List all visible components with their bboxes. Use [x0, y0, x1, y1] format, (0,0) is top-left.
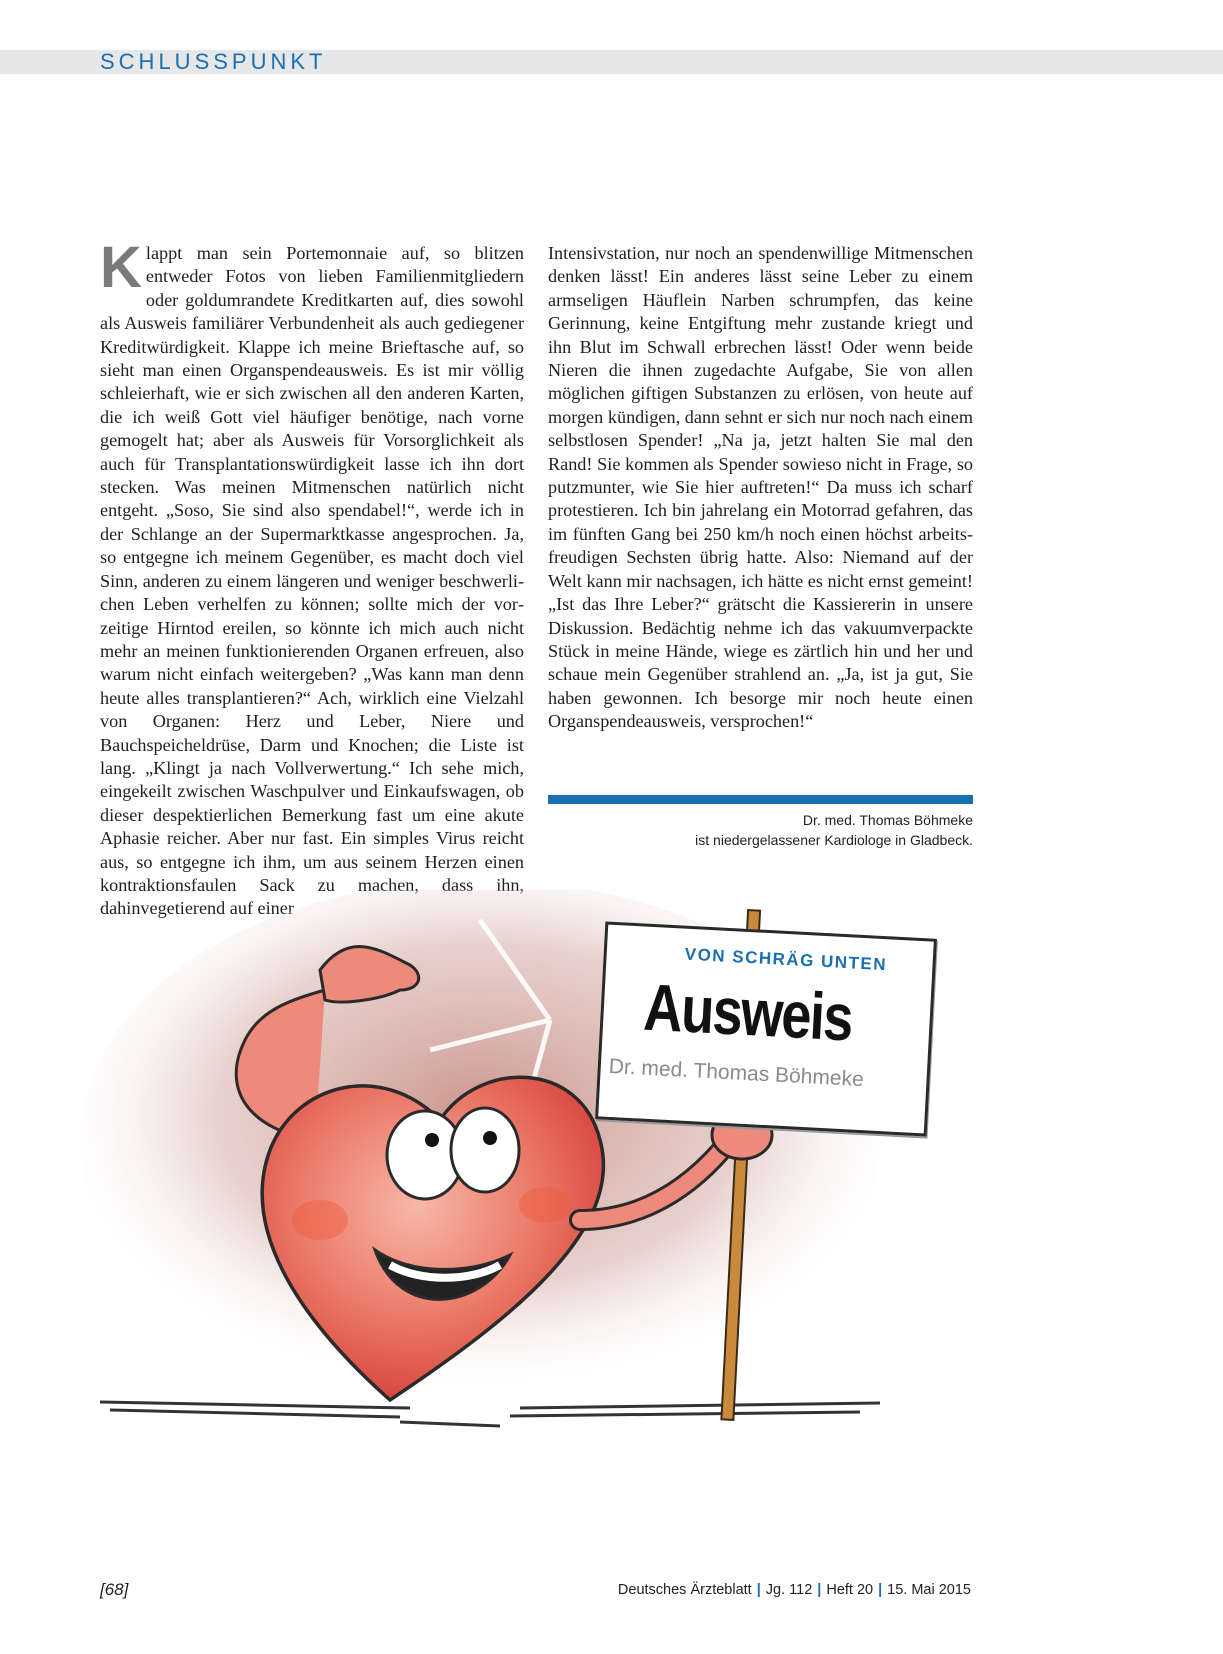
article-text-right: Intensivstation, nur noch an spendenwillige Mitmenschen denken lässt! Ein anderes lässt seine Leber zu einem armseligen Häuflein Narben schrumpfen, das keine Gerinnung, keine Entgiftung mehr zustande kriegt und ihn Blut im Schwall erbrechen lässt! Oder wenn beide Nieren die ihnen zugedachte Aufgabe, Sie von allen möglichen giftigen Substanzen zu erlösen, von heute auf morgen kündigen, dann sehnt er sich nur noch nach einem selbstlosen Spender! „Na ja, jetzt halten Sie mal den Rand! Sie kommen als Spender sowieso nicht in Frage, so putzmunter, wie Sie hier auftreten!“ Da muss ich scharf protestieren. Ich bin jahrelang ein Motorrad gefahren, das im fünften Gang bei 250 km/h noch einen höchst arbeitsfreudigen Sechsten übrig hatte. Also: Niemand auf der Welt kann mir nachsagen, ich hätte es nicht ernst gemeint! „Ist das Ihre Leber?“ grätscht die Kassiererin in unsere Diskussion. Bedächtig nehme ich das vakuumverpackte Stück in meine Hände, wiege es zärtlich hin und her und schaue mein Gegenüber strahlend an. „Ja, ist ja gut, Sie haben gewonnen. Ich besorge mir noch heute einen Organspendeausweis, versprochen!“: [548, 243, 973, 732]
heart-eye-right: [451, 1108, 519, 1192]
sign-author: Dr. med. Thomas Böhmeke: [608, 1054, 865, 1092]
author-description: ist niedergelassener Kardiologe in Gladbeck.: [695, 832, 973, 848]
sign-kicker: VON SCHRÄG UNTEN: [684, 944, 888, 975]
sign-title: Ausweis: [642, 969, 854, 1055]
article-column-left: [100, 235, 524, 921]
footer-citation: Deutsches Ärzteblatt | Jg. 112 | Heft 20 | 15. Mai 2015: [617, 1582, 971, 1598]
footer-date: 15. Mai 2015: [887, 1582, 971, 1598]
footer-journal: Deutsches Ärzteblatt: [617, 1582, 752, 1598]
author-divider: [548, 795, 973, 804]
section-label: SCHLUSSPUNKT: [100, 49, 327, 74]
sign-board: [595, 921, 937, 1136]
author-note: [548, 810, 973, 850]
author-name: Dr. med. Thomas Böhmeke: [802, 812, 973, 828]
footer-volume: Jg. 112: [765, 1582, 813, 1598]
page-number: [68]: [100, 1580, 129, 1599]
article-text-left: lappt man sein Portemonnaie auf, so blitzen entweder Fotos von lieben Familienmitgliedern oder goldumrandete Kreditkarten auf, dies sowohl als Ausweis familiärer Verbundenheit als auch gediegener Kreditwürdigkeit. Klappe ich meine Brieftasche auf, so sieht man einen Organspendeausweis. Es ist mir völlig schleierhaft, wie er sich zwischen all den anderen Karten, die ich weiß Gott viel häufiger benötige, nach vorne gemogelt hat; aber als Ausweis für Vorsorglichkeit als auch für Transplantationswürdigkeit lasse ich ihn dort stecken. Was meinen Mitmenschen natürlich nicht entgeht. „Soso, Sie sind also spendabel!“, werde ich in der Schlange an der Supermarktkasse angesprochen. Ja, so entgegne ich meinem Gegenüber, es macht doch viel Sinn, anderen zu einem längeren und weniger beschwerlichen Leben verhelfen zu können; sollte mich der vorzeitige Hirntod ereilen, so könnte ich mich auch nicht mehr an meinen funktionierenden Organen erfreuen, also warum nicht einfach weitergeben? „Was kann man denn heute alles transplantieren?“ Ach, wirklich eine Vielzahl von Organen: Herz und Leber, Niere und Bauchspeicheldrüse, Darm und Knochen; die Liste ist lang. „Klingt ja nach Vollverwertung.“ Ich sehe mich, eingekeilt zwischen Waschpulver und Einkaufswagen, ob dieser despektierlichen Bemerkung fast um eine akute Aphasie reicher. Aber nur fast. Ein simples Virus reicht aus, so entgegne ich ihm, um aus seinem Herzen einen kontraktionsfaulen Sack zu machen, dass ihn, dahinvegetierend auf einer: [100, 243, 524, 919]
article-column-right: [548, 242, 973, 734]
floor-shadow: [100, 1402, 880, 1426]
drop-cap: K: [100, 235, 142, 300]
footer-issue: Heft 20: [826, 1582, 874, 1598]
